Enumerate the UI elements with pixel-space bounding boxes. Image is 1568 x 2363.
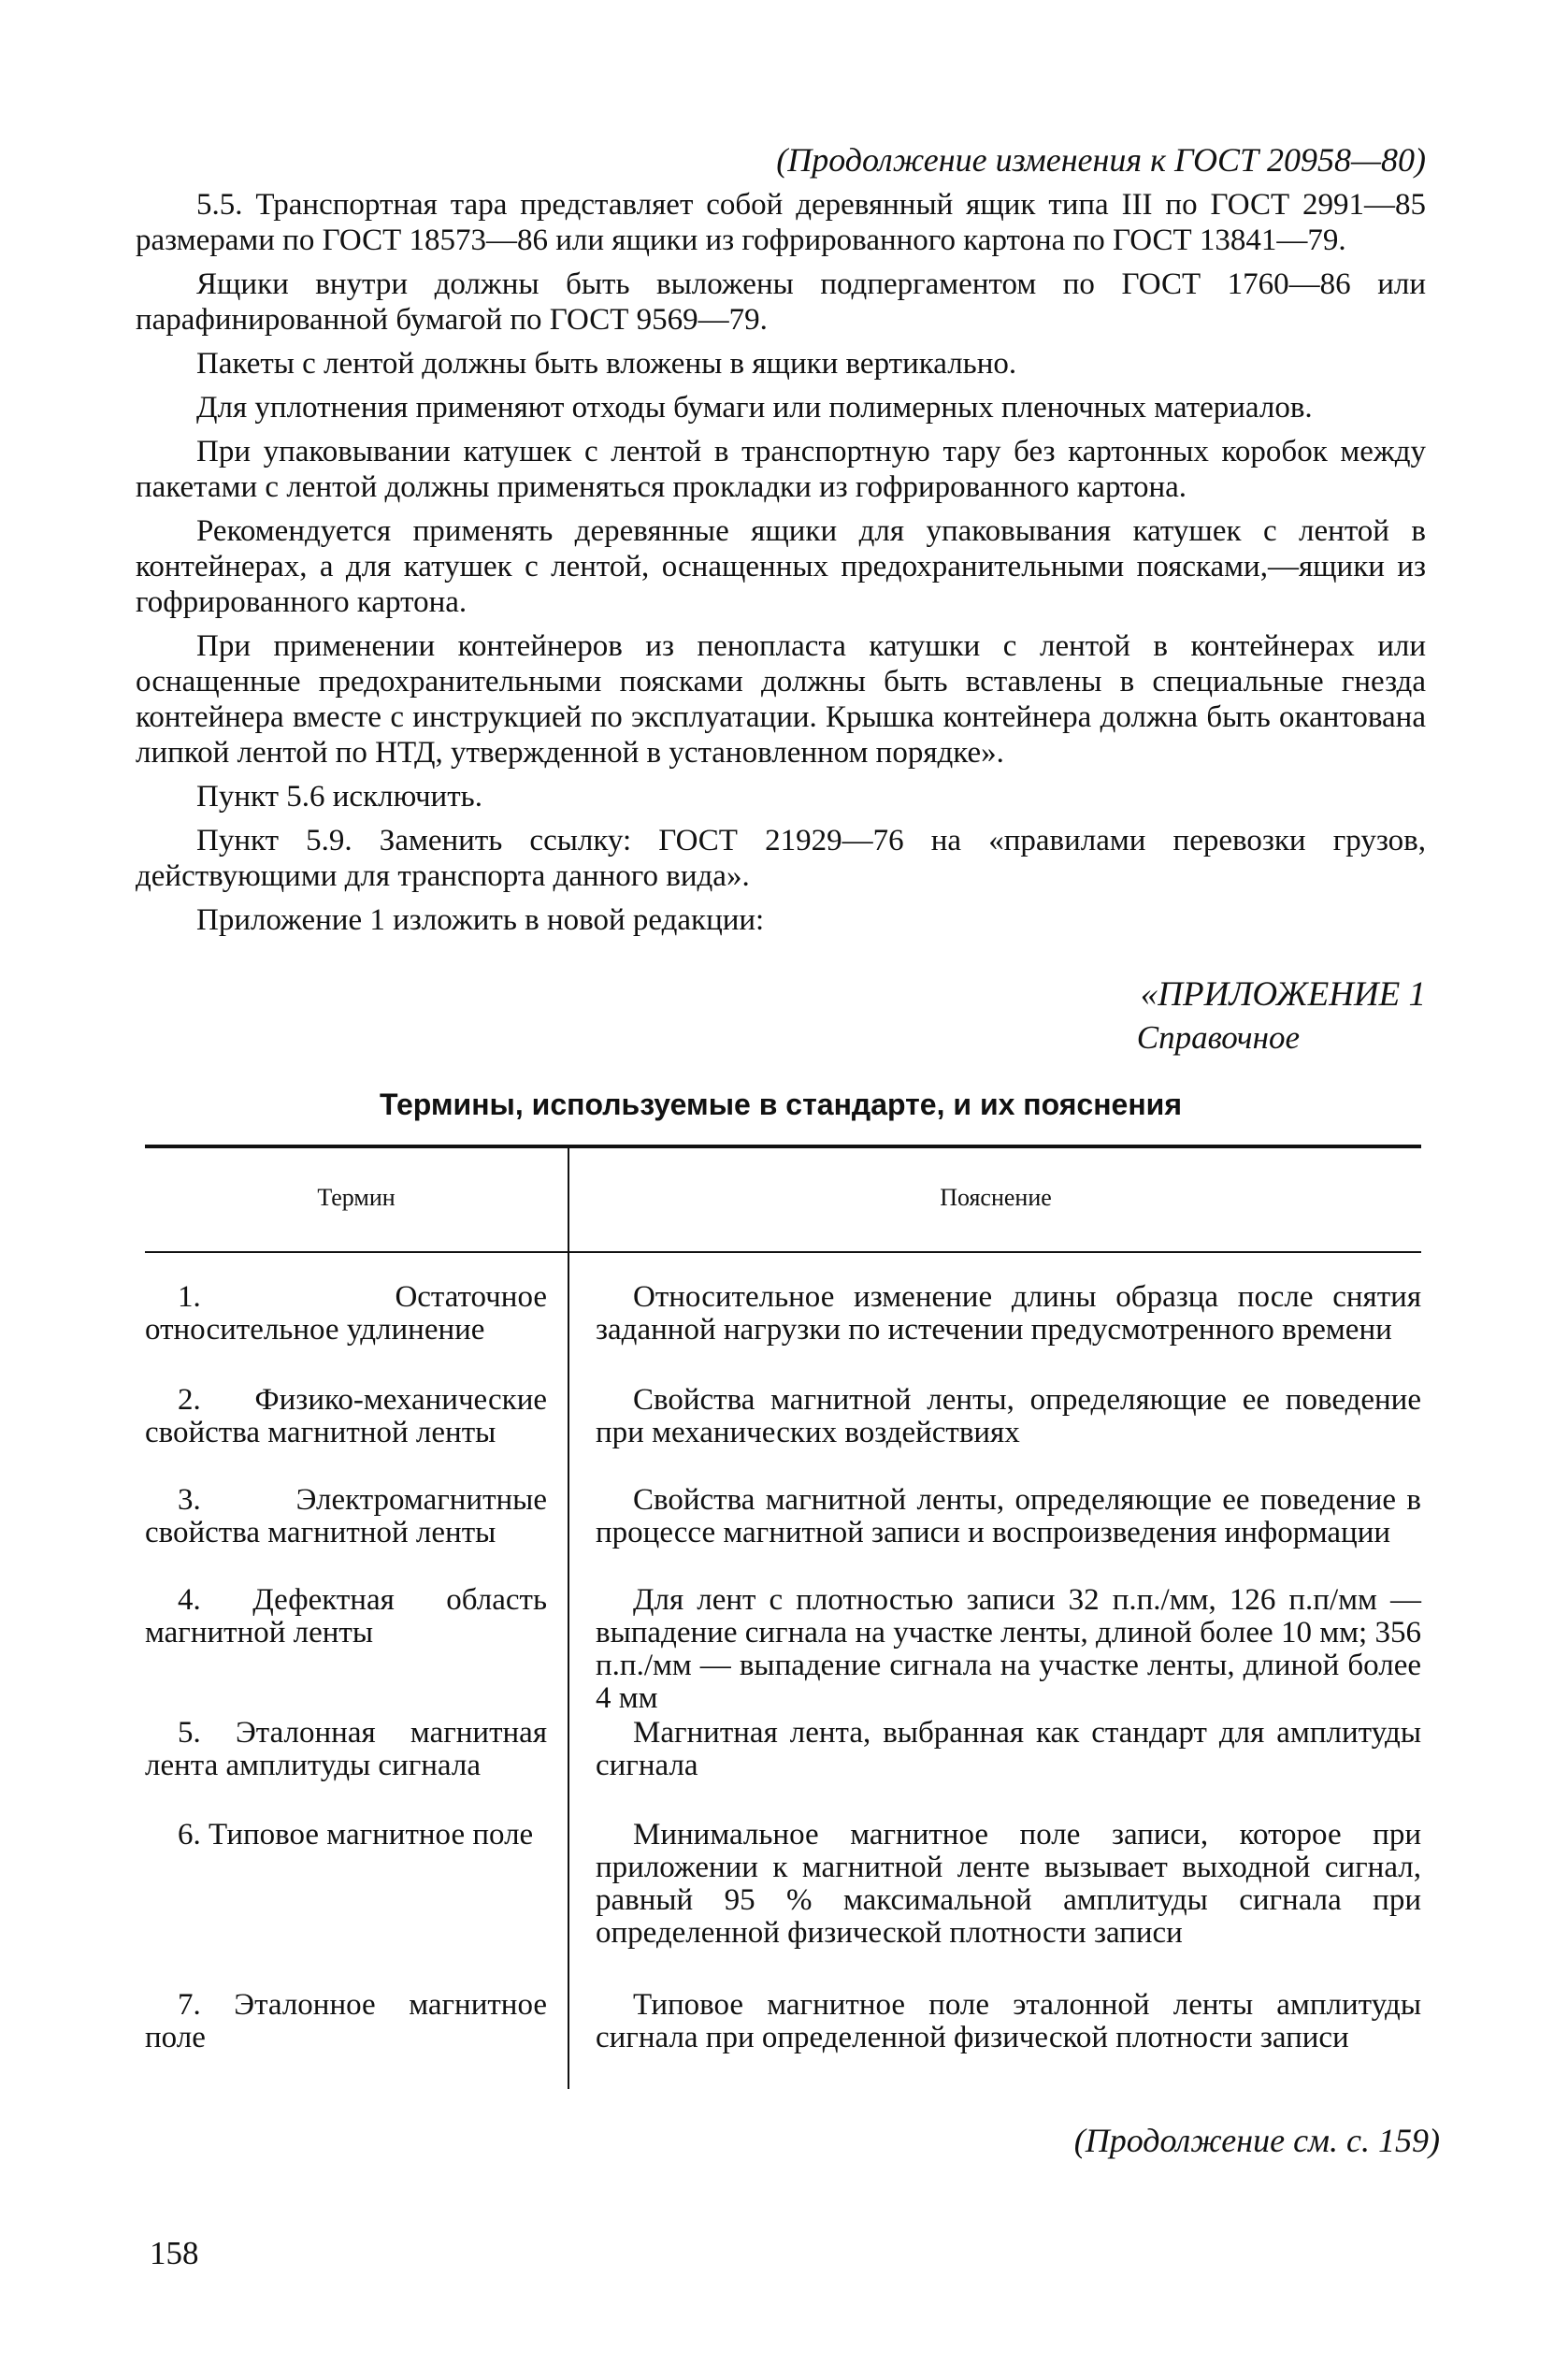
explanation-cell: Для лент с плотностью записи 32 п.п./мм, 126 п.п/мм — выпадение сигнала на участке ленты, длиной более 10 мм; 356 п.п./мм — выпадение сигнала на участке ленты, длиной более 4 мм: [596, 1583, 1421, 1715]
page-number: 158: [150, 2235, 199, 2271]
explanation-cell: Магнитная лента, выбранная как стандарт для амплитуды сигнала: [596, 1716, 1421, 1782]
paragraph-foam-containers: При применении контейнеров из пенопласта катушки с лентой в контейнерах или оснащенные предохранительными поясками должны быть вставлены в специальные гнезда контейнера вместе с инструкцией по эксплуатации. Крышка контейнера должна быть окантована липкой лентой по НТД, утвержденной в установленном порядке».: [136, 629, 1426, 770]
amendment-body: [136, 187, 1426, 946]
explanation-cell: Относительное изменение длины образца после снятия заданной нагрузки по истечении предусмотренного времени: [596, 1280, 1421, 1347]
explanation-cell: Минимальное магнитное поле записи, которое при приложении к магнитной ленте вызывает выходной сигнал, равный 95 % максимальной амплитуды сигнала при определенной физической плотности записи: [596, 1818, 1421, 1950]
paragraph-5-6: Пункт 5.6 исключить.: [196, 780, 482, 814]
paragraph-5-5: 5.5. Транспортная тара представляет собой деревянный ящик типа III по ГОСТ 2991—85 размерами по ГОСТ 18573—86 или ящики из гофрированного картона по ГОСТ 13841—79.: [136, 188, 1426, 257]
explanation-cell: Типовое магнитное поле эталонной ленты амплитуды сигнала при определенной физической плотности записи: [596, 1988, 1421, 2054]
paragraph-recommendation: Рекомендуется применять деревянные ящики для упаковывания катушек с лентой в контейнерах, а для катушек с лентой, оснащенных предохранительными поясками,—ящики из гофрированного картона.: [136, 514, 1426, 619]
paragraph-appendix-intro: Приложение 1 изложить в новой редакции:: [196, 903, 765, 937]
appendix-title: «ПРИЛОЖЕНИЕ 1: [1140, 975, 1426, 1014]
paragraph-sealing: Для уплотнения применяют отходы бумаги или полимерных пленочных материалов.: [196, 391, 1313, 425]
term-cell: 4. Дефектная область магнитной ленты: [145, 1583, 547, 1650]
paragraph-5-9: Пункт 5.9. Заменить ссылку: ГОСТ 21929—76 на «правилами перевозки грузов, действующими для транспорта данного вида».: [136, 824, 1426, 893]
table-caption: Термины, используемые в стандарте, и их пояснения: [379, 1088, 1183, 1121]
paragraph-lining: Ящики внутри должны быть выложены подпергаментом по ГОСТ 1760—86 или парафинированной бумагой по ГОСТ 9569—79.: [136, 267, 1426, 337]
table-top-rule: [145, 1145, 1421, 1148]
term-cell: 5. Эталонная магнитная лента амплитуды сигнала: [145, 1716, 547, 1782]
explanation-cell: Свойства магнитной ленты, определяющие ее поведение при механических воздействиях: [596, 1383, 1421, 1449]
table-header-explanation: Пояснение: [940, 1184, 1052, 1211]
term-cell: 2. Физико-механические свойства магнитной ленты: [145, 1383, 547, 1449]
table-header-rule: [145, 1251, 1421, 1253]
table-header-term: Термин: [317, 1184, 396, 1211]
explanation-cell: Свойства магнитной ленты, определяющие ее поведение в процессе магнитной записи и воспроизведения информации: [596, 1483, 1421, 1549]
term-cell: 7. Эталонное магнитное поле: [145, 1988, 547, 2054]
paragraph-packets: Пакеты с лентой должны быть вложены в ящики вертикально.: [196, 347, 1017, 381]
term-cell: 1. Остаточное относительное удлинение: [145, 1280, 547, 1347]
header-continuation-note: (Продолжение изменения к ГОСТ 20958—80): [776, 141, 1426, 179]
appendix-subtitle: Справочное: [1136, 1019, 1300, 1056]
term-cell: 3. Электромагнитные свойства магнитной ленты: [145, 1483, 547, 1549]
table-column-divider: [568, 1145, 569, 2089]
paragraph-packing-spools: При упаковывании катушек с лентой в транспортную тару без картонных коробок между пакетами с лентой должны применяться прокладки из гофрированного картона.: [136, 435, 1426, 504]
term-cell: 6. Типовое магнитное поле: [178, 1818, 534, 1851]
footer-continuation-note: (Продолжение см. с. 159): [1073, 2122, 1440, 2159]
